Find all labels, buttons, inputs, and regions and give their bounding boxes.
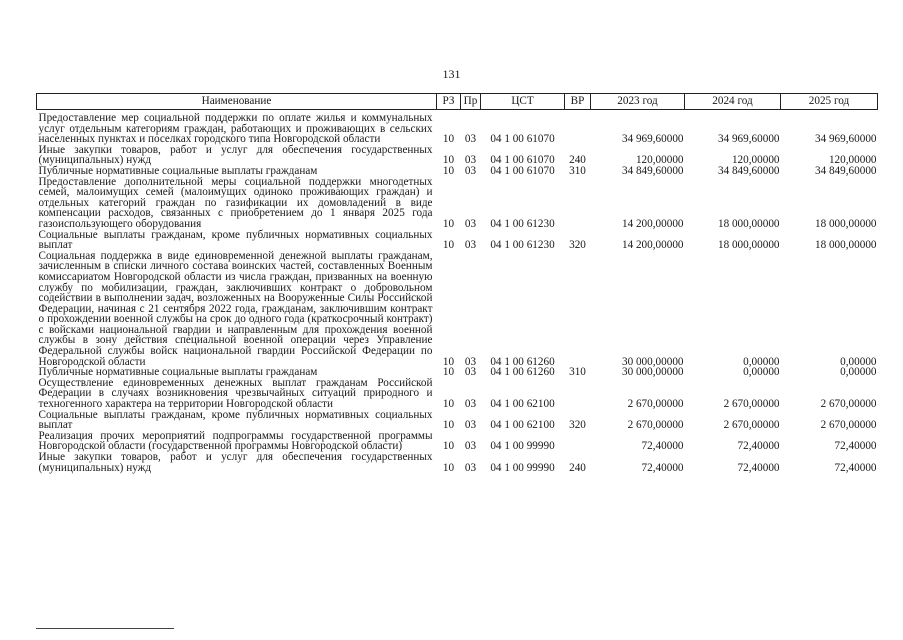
row-vr: 320: [569, 239, 586, 252]
row-cst: 04 1 00 99990: [490, 461, 555, 474]
row-2024: 0,00000: [743, 355, 780, 368]
budget-table: [36, 93, 878, 473]
row-name: Социальные выплаты гражданам, кроме публичных нормативных социальных выплат: [38, 408, 433, 432]
row-2024: 72,40000: [737, 440, 780, 453]
table-row: [37, 431, 878, 452]
row-2025: 72,40000: [834, 461, 877, 474]
header-vr: ВР: [565, 94, 591, 110]
table-row: [37, 177, 878, 230]
row-2023: 34 849,60000: [621, 164, 684, 177]
row-vr: 310: [569, 164, 586, 177]
row-pr: 03: [464, 133, 477, 146]
footer-divider: [36, 628, 174, 629]
row-pr: 03: [464, 164, 477, 177]
row-cst: 04 1 00 61070: [490, 164, 555, 177]
row-pr: 03: [464, 440, 477, 453]
row-2025: 2 670,00000: [820, 398, 877, 411]
row-vr: 240: [569, 154, 586, 167]
row-2023: 14 200,00000: [621, 217, 684, 230]
row-2023: 72,40000: [641, 461, 684, 474]
row-2024: 120,00000: [731, 154, 780, 167]
row-2024: 72,40000: [737, 461, 780, 474]
row-rz: 10: [442, 164, 455, 177]
row-2024: 18 000,00000: [717, 239, 780, 252]
row-rz: 10: [442, 154, 455, 167]
row-cst: 04 1 00 61070: [490, 154, 555, 167]
row-2024: 34 969,60000: [717, 133, 780, 146]
row-rz: 10: [442, 133, 455, 146]
row-rz: 10: [442, 239, 455, 252]
row-pr: 03: [464, 461, 477, 474]
row-rz: 10: [442, 355, 455, 368]
row-vr: [565, 177, 591, 230]
row-pr: 03: [464, 355, 477, 368]
row-2023: 120,00000: [635, 154, 684, 167]
row-name: Публичные нормативные социальные выплаты гражданам: [38, 366, 318, 379]
row-2025: 34 969,60000: [814, 133, 877, 146]
row-2025: 0,00000: [840, 355, 877, 368]
row-pr: 03: [464, 419, 477, 432]
row-2023: 2 670,00000: [627, 398, 684, 411]
table-row: [37, 166, 878, 177]
row-2025: 34 849,60000: [814, 164, 877, 177]
row-pr: 03: [464, 217, 477, 230]
row-2025: 2 670,00000: [820, 419, 877, 432]
table-row: [37, 251, 878, 368]
header-name: Наименование: [37, 94, 437, 110]
row-vr: 240: [569, 461, 586, 474]
header-cst: ЦСТ: [481, 94, 565, 110]
row-vr: [565, 110, 591, 145]
row-2024: 2 670,00000: [723, 419, 780, 432]
header-2025: 2025 год: [781, 94, 878, 110]
row-2025: 0,00000: [840, 366, 877, 379]
row-cst: 04 1 00 99990: [490, 440, 555, 453]
row-rz: 10: [442, 398, 455, 411]
row-2024: 0,00000: [743, 366, 780, 379]
table-header-row: [37, 94, 878, 110]
row-name: Реализация прочих мероприятий подпрограммы государственной программы Новгородской области (государственной программы Новгородской области): [38, 429, 433, 453]
row-rz: 10: [442, 366, 455, 379]
row-2023: 72,40000: [641, 440, 684, 453]
row-cst: 04 1 00 61230: [490, 217, 555, 230]
row-name: Иные закупки товаров, работ и услуг для обеспечения государственных (муниципальных) нужд: [38, 143, 433, 167]
row-pr: 03: [464, 398, 477, 411]
row-2023: 30 000,00000: [621, 366, 684, 379]
page-number: 131: [442, 67, 461, 81]
row-2025: 72,40000: [834, 440, 877, 453]
table-row: [37, 410, 878, 431]
table-row: [37, 452, 878, 473]
row-vr: [565, 431, 591, 452]
row-2024: 34 849,60000: [717, 164, 780, 177]
row-name: Социальная поддержка в виде единовременной денежной выплаты гражданам, зачисленным в списки личного состава воинских частей, составленных Военным комиссариатом Новгородской области из числа граждан, призванных на военную службу по мобилизации, граждан, заключивших контракт о добровольном содействии в выполнении задач, возложенных на Вооруженные Силы Российской Федерации, начиная с 21 сентября 2022 года, гражданам, заключившим контракт о прохождении военной службы на срок до одного года (краткосрочный контракт) с войсками национальной гвардии и направленным для прохождения военной службы в зону действия специальной военной операции через Управление Федеральной службы войск национальной гвардии Российской Федерации по Новгородской области: [38, 249, 433, 368]
row-cst: 04 1 00 61230: [490, 239, 555, 252]
row-vr: 310: [569, 366, 586, 379]
row-2024: 18 000,00000: [717, 217, 780, 230]
row-pr: 03: [464, 154, 477, 167]
row-name: Иные закупки товаров, работ и услуг для обеспечения государственных (муниципальных) нужд: [38, 451, 433, 474]
row-2025: 18 000,00000: [814, 239, 877, 252]
header-pr: Пр: [461, 94, 481, 110]
row-2023: 30 000,00000: [621, 355, 684, 368]
row-vr: [565, 378, 591, 410]
table-row: [37, 145, 878, 166]
table-row: [37, 378, 878, 410]
table-row: [37, 110, 878, 145]
row-vr: 320: [569, 419, 586, 432]
row-cst: 04 1 00 61260: [490, 355, 555, 368]
row-pr: 03: [464, 239, 477, 252]
row-2025: 120,00000: [828, 154, 877, 167]
header-2023: 2023 год: [591, 94, 685, 110]
row-pr: 03: [464, 366, 477, 379]
row-name: Социальные выплаты гражданам, кроме публичных нормативных социальных выплат: [38, 228, 433, 252]
row-name: Предоставление дополнительной меры социальной поддержки многодетных семей, малоимущих семей (малоимущих одиноко проживающих граждан) и отдельных категорий граждан по газификации их домовладений в виде компенсации расходов, связанных с приобретением до 1 января 2025 года газоиспользующего оборудования: [38, 175, 433, 230]
header-rz: РЗ: [437, 94, 461, 110]
row-name: Публичные нормативные социальные выплаты гражданам: [38, 164, 318, 177]
row-2023: 14 200,00000: [621, 239, 684, 252]
row-rz: 10: [442, 461, 455, 474]
row-2024: 2 670,00000: [723, 398, 780, 411]
row-2023: 34 969,60000: [621, 133, 684, 146]
row-rz: 10: [442, 419, 455, 432]
row-name: Осуществление единовременных денежных выплат гражданам Российской Федерации в случаях возникновения чрезвычайных ситуаций природного и техногенного характера на территории Новгородской области: [38, 376, 433, 411]
row-vr: [565, 251, 591, 368]
row-rz: 10: [442, 440, 455, 453]
row-cst: 04 1 00 61260: [490, 366, 555, 379]
row-2023: 2 670,00000: [627, 419, 684, 432]
row-2025: 18 000,00000: [814, 217, 877, 230]
row-name: Предоставление мер социальной поддержки по оплате жилья и коммунальных услуг отдельным категориям граждан, работающих и проживающих в сельских населенных пунктах и поселках городского типа Новгородской области: [38, 112, 433, 146]
row-cst: 04 1 00 62100: [490, 419, 555, 432]
row-rz: 10: [442, 217, 455, 230]
row-cst: 04 1 00 61070: [490, 133, 555, 146]
row-cst: 04 1 00 62100: [490, 398, 555, 411]
table-row: [37, 230, 878, 251]
header-2024: 2024 год: [685, 94, 781, 110]
